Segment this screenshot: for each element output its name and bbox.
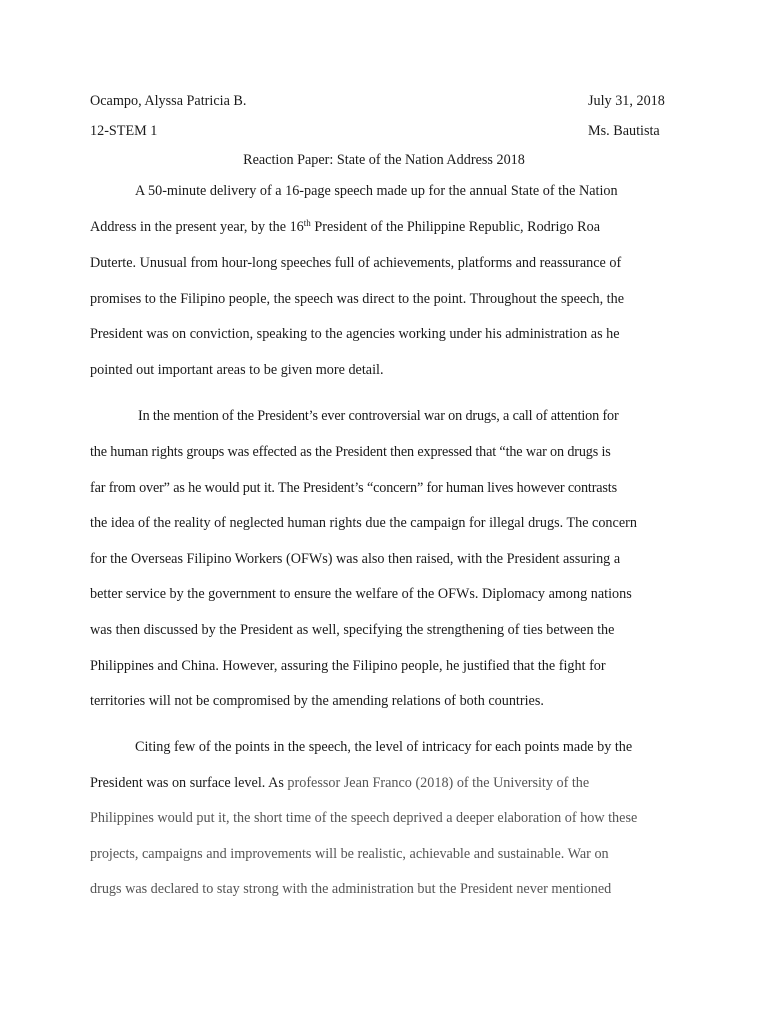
p2-line-7: was then discussed by the President as well, specifying the strengthening of ties between the: [90, 622, 615, 638]
class-section: 12-STEM 1: [90, 123, 158, 139]
p3-line-3: Philippines would put it, the short time of the speech deprived a deeper elaboration of how these: [90, 810, 638, 826]
p2-line-8: Philippines and China. However, assuring the Filipino people, he justified that the fight for: [90, 658, 606, 674]
p2-line-3: far from over” as he would put it. The President’s “concern” for human lives however contrasts: [90, 480, 617, 496]
p1-line-2a: Address in the present year, by the 16: [90, 219, 304, 235]
citation-text: professor Jean Franco (2018) of the University of the: [287, 775, 590, 791]
p2-line-4: the idea of the reality of neglected human rights due the campaign for illegal drugs. The concern: [90, 515, 637, 531]
p1-line-5: President was on conviction, speaking to the agencies working under his administration as he: [90, 326, 620, 342]
p2-line-6: better service by the government to ensure the welfare of the OFWs. Diplomacy among nations: [90, 586, 632, 602]
p1-line-4: promises to the Filipino people, the speech was direct to the point. Throughout the speech, the: [90, 291, 625, 307]
author-name: Ocampo, Alyssa Patricia B.: [90, 93, 247, 109]
p2-line-1: In the mention of the President’s ever controversial war on drugs, a call of attention for: [138, 408, 619, 424]
p3-line-2: [90, 774, 589, 792]
p1-line-1: A 50-minute delivery of a 16-page speech made up for the annual State of the Nation: [135, 183, 618, 199]
p3-line-1: Citing few of the points in the speech, the level of intricacy for each points made by the: [135, 739, 633, 755]
ordinal-superscript: th: [303, 218, 311, 228]
p3-line-2a: President was on surface level. As: [90, 775, 288, 791]
p3-line-5: drugs was declared to stay strong with the administration but the President never mentioned: [90, 881, 612, 897]
p2-line-5: for the Overseas Filipino Workers (OFWs) was also then raised, with the President assuring a: [90, 551, 621, 567]
p1-line-3: Duterte. Unusual from hour-long speeches full of achievements, platforms and reassurance of: [90, 255, 622, 271]
p1-line-6: pointed out important areas to be given more detail.: [90, 362, 384, 378]
p2-line-9: territories will not be compromised by the amending relations of both countries.: [90, 693, 544, 709]
p2-line-2: the human rights groups was effected as the President then expressed that “the war on drugs is: [90, 444, 611, 460]
p1-line-2: [90, 218, 600, 236]
p1-line-2b: President of the Philippine Republic, Rodrigo Roa: [310, 219, 601, 235]
p3-line-4: projects, campaigns and improvements will be realistic, achievable and sustainable. War on: [90, 846, 609, 862]
submission-date: July 31, 2018: [588, 93, 665, 109]
teacher-name: Ms. Bautista: [588, 123, 660, 139]
paper-title: Reaction Paper: State of the Nation Address 2018: [243, 152, 525, 168]
